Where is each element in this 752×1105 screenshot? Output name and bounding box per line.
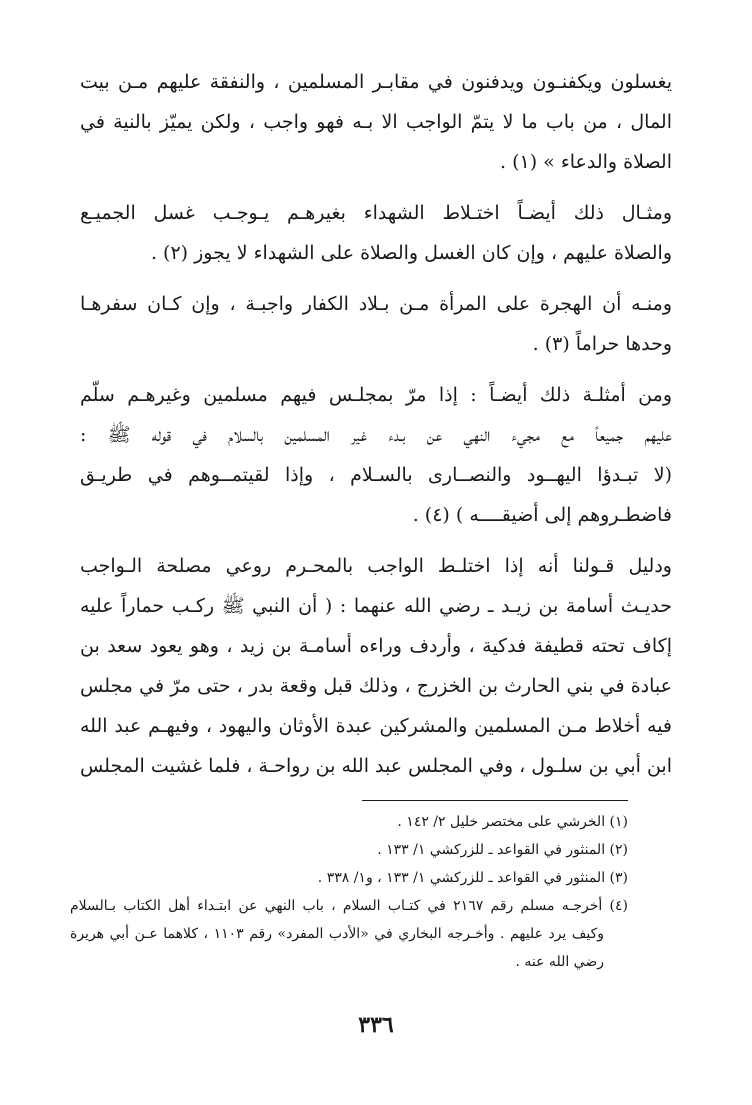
body-line: المال ، من باب ما لا يتمّ الواجب الا بـه فهو واجب ، ولكن يميّز بالنية في (80, 111, 672, 133)
body-line: حديـث أسامة بن زيـد ـ رضي الله عنهما : ( أن النبي ﷺ ركـب حماراً عليه (80, 595, 672, 617)
body-line: إكاف تحته قطيفة فدكية ، وأردف وراءه أسامـة بن زيد ، وهو يعود سعد بن (80, 635, 672, 657)
body-line: عليهم جميعاً مع مجيء النهي عن بـدء غير المسلمين بالسلام في قوله ﷺ : (80, 424, 672, 446)
body-line: ابن أبي بن سلـول ، وفي المجلس عبد الله بن رواحـة ، فلما غشيت المجلس (80, 755, 672, 777)
main-text-block (80, 62, 672, 786)
body-line: الصلاة والدعاء » (١) . (500, 151, 672, 173)
paragraph-gap (80, 364, 672, 375)
body-line: وحدها حراماً (٣) . (532, 333, 672, 355)
body-line: ومثـال ذلك أيضـاً اختـلاط الشهداء بغيرهـم يـوجـب غسل الجميـع (80, 202, 672, 224)
footnotes-block (70, 808, 628, 976)
body-line: ومنـه أن الهجرة على المرأة مـن بـلاد الكفار واجبـة ، وإن كـان سفرهـا (80, 293, 672, 315)
body-line: فيه أخلاط مـن المسلمين والمشركين عبدة الأوثان واليهود ، وفيهـم عبد الله (80, 715, 672, 737)
page-number: ٣٣٦ (358, 1012, 394, 1038)
body-line: ودليل قـولنا أنه إذا اختلـط الواجب بالمحـرم روعي مصلحة الـواجب (80, 555, 672, 577)
footnote-line: (٣) المنثور في القواعد ـ للزركشي ١/ ١٣٣ ، و١/ ٣٣٨ . (317, 870, 628, 886)
body-line: يغسلون ويكفنـون ويدفنون في مقابـر المسلمين ، والنفقة عليهم مـن بيت (80, 71, 672, 93)
footnote-line: وكيف يرد عليهم . وأخـرجه البخاري في «الأدب المفرد» رقم ١١٠٣ ، كلاهما عـن أبي هريرة (70, 926, 604, 942)
footnote-line: (٤) أخرجـه مسلم رقم ٢١٦٧ في كتـاب السلام ، باب النهي عن ابتـداء أهل الكتاب بـالسلام (70, 898, 628, 914)
paragraph-gap (80, 182, 672, 193)
footnote-separator (362, 800, 628, 801)
paragraph-gap (80, 535, 672, 546)
footnote-line: (٢) المنثور في القواعد ـ للزركشي ١/ ١٣٣ . (377, 842, 628, 858)
footnote-line: (١) الخرشي على مختصر خليل ٢/ ١٤٢ . (397, 814, 628, 830)
footnote-line: رضي الله عنه . (515, 954, 604, 970)
body-line: ومن أمثلـة ذلك أيضـاً : إذا مرّ بمجلـس فيهم مسلمين وغيرهـم سلّم (80, 384, 672, 406)
paragraph-gap (80, 273, 672, 284)
body-line: فاضطـروهم إلى أضيقــــه ) (٤) . (412, 504, 672, 526)
body-line: (لا تبـدؤا اليهــود والنصــارى بالسـلام ، وإذا لقيتمــوهم في طريـق (80, 464, 672, 486)
body-line: عبادة في بني الحارث بن الخزرج ، وذلك قبل وقعة بدر ، حتى مرّ في مجلس (80, 675, 672, 697)
body-line: والصلاة عليهم ، وإن كان الغسل والصلاة على الشهداء لا يجوز (٢) . (150, 242, 672, 264)
